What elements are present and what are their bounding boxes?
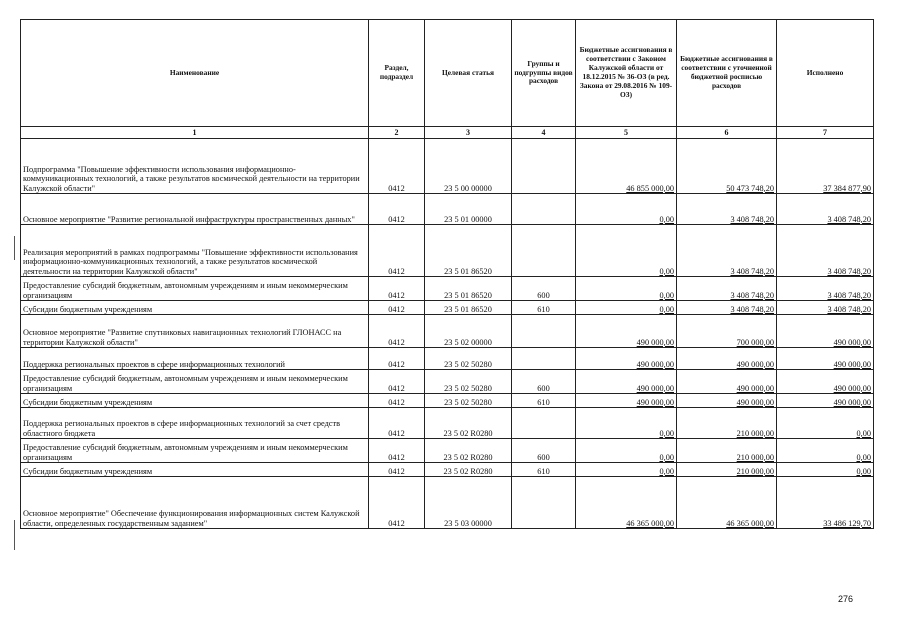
row-assign-law: 490 000,00 <box>576 394 677 408</box>
row-target-article: 23 5 01 86520 <box>425 301 512 315</box>
table-row <box>21 225 874 277</box>
col-header-section: Раздел, подраздел <box>369 20 425 127</box>
row-target-article: 23 5 02 50280 <box>425 348 512 370</box>
table-row <box>21 301 874 315</box>
table-row <box>21 348 874 370</box>
row-assign-refined: 490 000,00 <box>677 370 777 394</box>
row-section: 0412 <box>369 408 425 439</box>
row-section: 0412 <box>369 301 425 315</box>
col-number: 4 <box>512 127 576 139</box>
col-header-assign-law: Бюджетные ассигнования в соответствии с Законом Калужской области от 18.12.2015 № 36-ОЗ (в ред. Закона от 29.08.2016 № 109-ОЗ) <box>576 20 677 127</box>
row-expense-group <box>512 139 576 194</box>
row-expense-group <box>512 477 576 529</box>
row-assign-refined: 490 000,00 <box>677 348 777 370</box>
row-name: Субсидии бюджетным учреждениям <box>21 394 369 408</box>
row-assign-law: 0,00 <box>576 463 677 477</box>
row-section: 0412 <box>369 277 425 301</box>
row-expense-group <box>512 315 576 348</box>
row-assign-law: 0,00 <box>576 439 677 463</box>
row-section: 0412 <box>369 477 425 529</box>
row-assign-refined: 46 365 000,00 <box>677 477 777 529</box>
row-section: 0412 <box>369 463 425 477</box>
row-assign-law: 46 855 000,00 <box>576 139 677 194</box>
row-executed: 37 384 877,90 <box>777 139 874 194</box>
row-target-article: 23 5 01 00000 <box>425 194 512 225</box>
col-header-executed: Исполнено <box>777 20 874 127</box>
col-number: 6 <box>677 127 777 139</box>
col-header-assign-refined: Бюджетные ассигнования в соответствии с уточненной бюджетной росписью расходов <box>677 20 777 127</box>
row-assign-law: 490 000,00 <box>576 315 677 348</box>
row-expense-group <box>512 194 576 225</box>
table-row <box>21 370 874 394</box>
row-name: Подпрограмма "Повышение эффективности использования информационно-коммуникационных технологий, а также результатов космической деятельности на территории Калужской области" <box>21 139 369 194</box>
row-name: Основное мероприятие "Развитие региональной инфраструктуры пространственных данных" <box>21 194 369 225</box>
row-assign-law: 0,00 <box>576 194 677 225</box>
row-assign-refined: 3 408 748,20 <box>677 277 777 301</box>
row-expense-group: 600 <box>512 439 576 463</box>
row-name: Субсидии бюджетным учреждениям <box>21 301 369 315</box>
row-executed: 0,00 <box>777 439 874 463</box>
row-assign-refined: 210 000,00 <box>677 408 777 439</box>
row-name: Поддержка региональных проектов в сфере информационных технологий <box>21 348 369 370</box>
row-expense-group <box>512 408 576 439</box>
row-name: Субсидии бюджетным учреждениям <box>21 463 369 477</box>
row-assign-law: 46 365 000,00 <box>576 477 677 529</box>
table-row <box>21 194 874 225</box>
row-executed: 33 486 129,70 <box>777 477 874 529</box>
col-header-name: Наименование <box>21 20 369 127</box>
row-assign-refined: 210 000,00 <box>677 439 777 463</box>
row-expense-group: 610 <box>512 301 576 315</box>
row-assign-refined: 3 408 748,20 <box>677 225 777 277</box>
row-assign-refined: 3 408 748,20 <box>677 194 777 225</box>
table-row <box>21 408 874 439</box>
row-target-article: 23 5 02 00000 <box>425 315 512 348</box>
row-expense-group: 610 <box>512 394 576 408</box>
row-section: 0412 <box>369 439 425 463</box>
budget-table <box>20 19 874 529</box>
row-assign-law: 0,00 <box>576 225 677 277</box>
row-target-article: 23 5 02 R0280 <box>425 463 512 477</box>
row-expense-group <box>512 348 576 370</box>
row-section: 0412 <box>369 370 425 394</box>
row-name: Основное мероприятие" Обеспечение функционирования информационных систем Калужской области, определенных государственным заданием" <box>21 477 369 529</box>
col-number: 5 <box>576 127 677 139</box>
row-target-article: 23 5 03 00000 <box>425 477 512 529</box>
row-name: Предоставление субсидий бюджетным, автономным учреждениям и иным некоммерческим организациям <box>21 277 369 301</box>
table-row <box>21 477 874 529</box>
row-executed: 0,00 <box>777 463 874 477</box>
table-row <box>21 277 874 301</box>
row-section: 0412 <box>369 194 425 225</box>
row-executed: 3 408 748,20 <box>777 225 874 277</box>
row-executed: 3 408 748,20 <box>777 194 874 225</box>
table-row <box>21 394 874 408</box>
col-header-target: Целевая статья <box>425 20 512 127</box>
row-expense-group: 600 <box>512 277 576 301</box>
row-expense-group: 610 <box>512 463 576 477</box>
column-number-row <box>21 127 874 139</box>
col-header-groups: Группы и подгруппы видов расходов <box>512 20 576 127</box>
row-assign-refined: 490 000,00 <box>677 394 777 408</box>
row-assign-law: 490 000,00 <box>576 370 677 394</box>
header-row <box>21 20 874 127</box>
col-number: 7 <box>777 127 874 139</box>
row-target-article: 23 5 02 R0280 <box>425 439 512 463</box>
row-assign-refined: 210 000,00 <box>677 463 777 477</box>
row-section: 0412 <box>369 139 425 194</box>
col-number: 1 <box>21 127 369 139</box>
row-executed: 490 000,00 <box>777 315 874 348</box>
table-row <box>21 463 874 477</box>
row-executed: 490 000,00 <box>777 394 874 408</box>
row-name: Основное мероприятие "Развитие спутниковых навигационных технологий ГЛОНАСС на территории Калужской области" <box>21 315 369 348</box>
row-name: Реализация мероприятий в рамках подпрограммы "Повышение эффективности использования информационно-коммуникационных технологий, а также результатов космической деятельности на территории Калужской области" <box>21 225 369 277</box>
row-executed: 3 408 748,20 <box>777 277 874 301</box>
row-assign-law: 490 000,00 <box>576 348 677 370</box>
row-assign-law: 0,00 <box>576 301 677 315</box>
table-row <box>21 139 874 194</box>
row-executed: 0,00 <box>777 408 874 439</box>
row-assign-refined: 3 408 748,20 <box>677 301 777 315</box>
row-assign-law: 0,00 <box>576 277 677 301</box>
row-target-article: 23 5 02 50280 <box>425 370 512 394</box>
row-target-article: 23 5 00 00000 <box>425 139 512 194</box>
row-executed: 490 000,00 <box>777 370 874 394</box>
row-name: Поддержка региональных проектов в сфере информационных технологий за счет средств областного бюджета <box>21 408 369 439</box>
scan-margin-line <box>14 236 15 260</box>
row-expense-group: 600 <box>512 370 576 394</box>
col-number: 3 <box>425 127 512 139</box>
row-executed: 490 000,00 <box>777 348 874 370</box>
row-target-article: 23 5 01 86520 <box>425 277 512 301</box>
row-assign-refined: 50 473 748,20 <box>677 139 777 194</box>
row-name: Предоставление субсидий бюджетным, автономным учреждениям и иным некоммерческим организациям <box>21 439 369 463</box>
row-assign-refined: 700 000,00 <box>677 315 777 348</box>
table-row <box>21 439 874 463</box>
row-section: 0412 <box>369 348 425 370</box>
row-assign-law: 0,00 <box>576 408 677 439</box>
page-number: 276 <box>838 594 854 604</box>
row-target-article: 23 5 02 R0280 <box>425 408 512 439</box>
row-executed: 3 408 748,20 <box>777 301 874 315</box>
row-target-article: 23 5 01 86520 <box>425 225 512 277</box>
row-target-article: 23 5 02 50280 <box>425 394 512 408</box>
table-row <box>21 315 874 348</box>
row-section: 0412 <box>369 394 425 408</box>
row-section: 0412 <box>369 315 425 348</box>
row-name: Предоставление субсидий бюджетным, автономным учреждениям и иным некоммерческим организациям <box>21 370 369 394</box>
row-section: 0412 <box>369 225 425 277</box>
scan-margin-line <box>14 520 15 550</box>
row-expense-group <box>512 225 576 277</box>
col-number: 2 <box>369 127 425 139</box>
